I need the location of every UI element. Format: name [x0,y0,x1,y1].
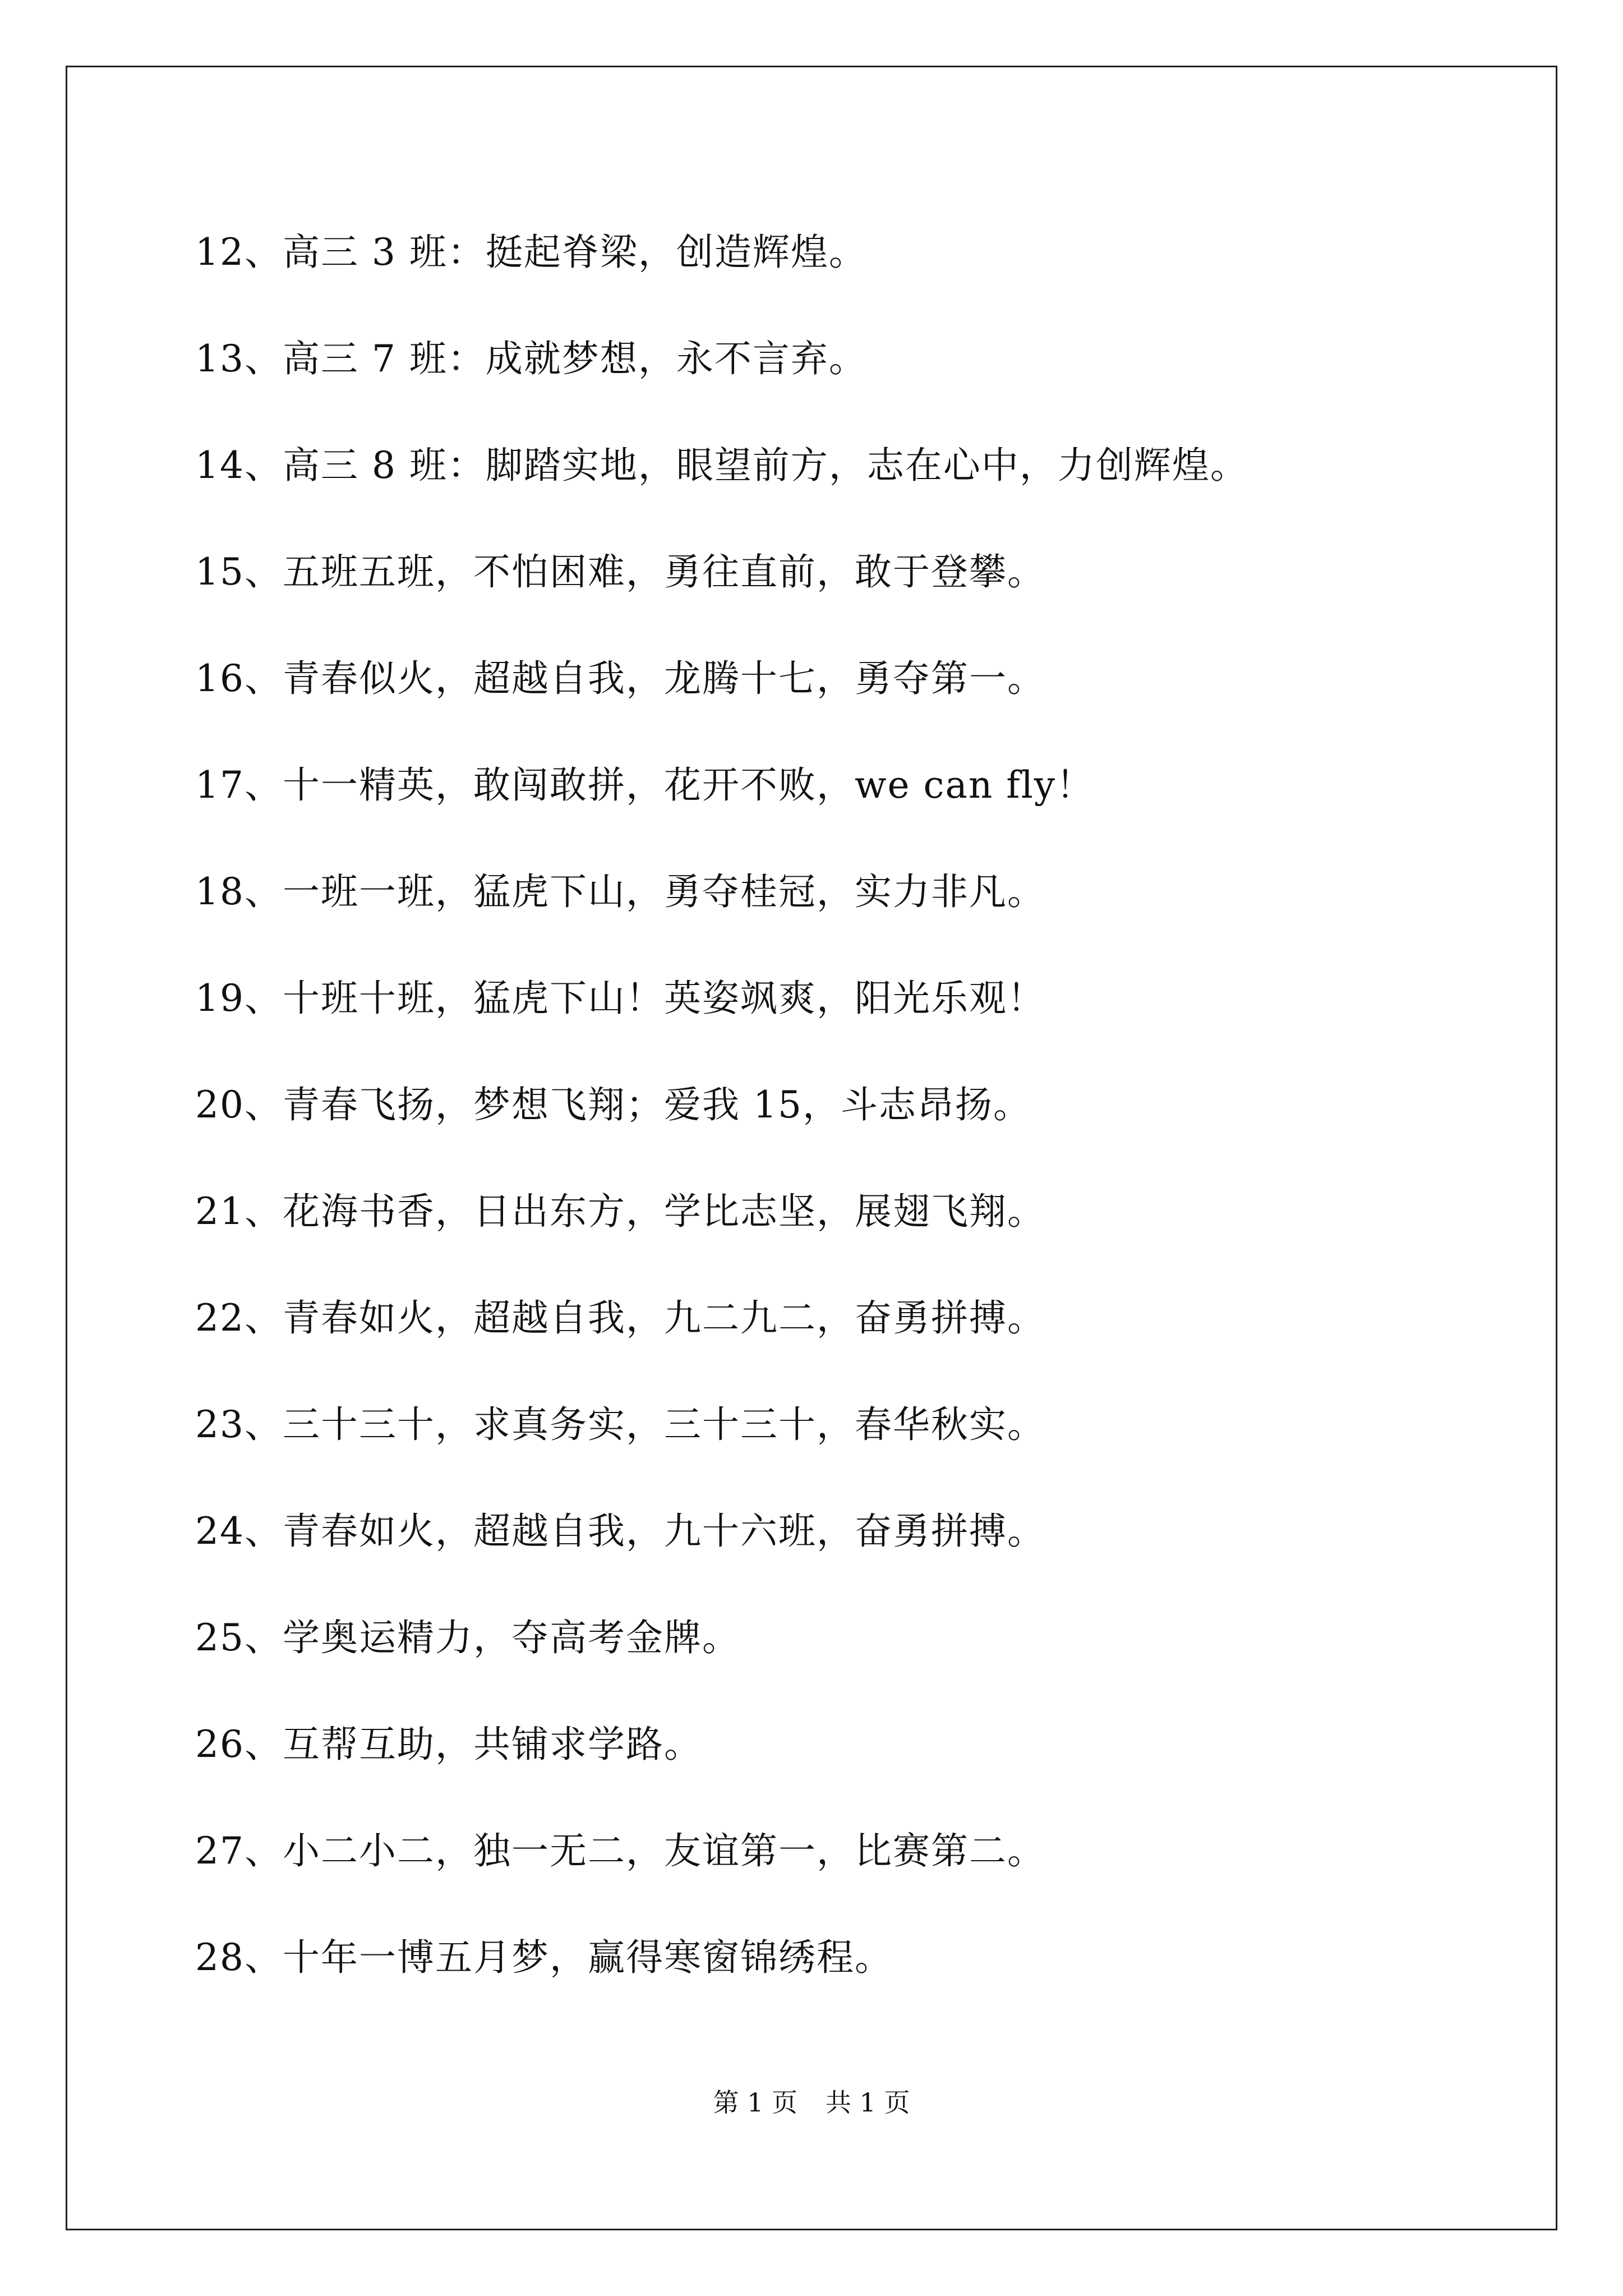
slogan-line-17: 17、十一精英，敢闯敢拼，花开不败，we can fly！ [195,763,1095,807]
slogan-line-14: 14、高三 8 班：脚踏实地，眼望前方，志在心中，力创辉煌。 [195,444,1248,487]
page-number-current: 第 1 页 [713,2087,797,2118]
slogan-line-12: 12、高三 3 班：挺起脊梁，创造辉煌。 [195,231,867,274]
slogan-line-16: 16、青春似火，超越自我，龙腾十七，勇夺第一。 [195,657,1045,700]
slogan-line-18: 18、一班一班，猛虎下山，勇夺桂冠，实力非凡。 [195,870,1045,913]
slogan-line-28: 28、十年一博五月梦，赢得寒窗锦绣程。 [195,1936,893,1979]
slogan-line-20: 20、青春飞扬，梦想飞翔；爱我 15，斗志昂扬。 [195,1083,1031,1126]
slogan-line-26: 26、互帮互助，共铺求学路。 [195,1723,702,1766]
slogan-line-19: 19、十班十班，猛虎下山！英姿飒爽，阳光乐观！ [195,977,1045,1020]
slogan-line-15: 15、五班五班，不怕困难，勇往直前，敢于登攀。 [195,550,1045,593]
page-footer [0,2086,1623,2119]
page-number-total: 共 1 页 [826,2087,910,2118]
slogan-line-13: 13、高三 7 班：成就梦想，永不言弃。 [195,337,867,380]
slogan-line-24: 24、青春如火，超越自我，九十六班，奋勇拼搏。 [195,1510,1045,1553]
slogan-line-22: 22、青春如火，超越自我，九二九二，奋勇拼搏。 [195,1296,1045,1340]
slogan-line-21: 21、花海书香，日出东方，学比志坚，展翅飞翔。 [195,1190,1045,1233]
slogan-line-27: 27、小二小二，独一无二，友谊第一，比赛第二。 [195,1829,1045,1872]
slogan-line-23: 23、三十三十，求真务实，三十三十，春华秋实。 [195,1403,1045,1446]
slogan-list [195,222,1248,2033]
slogan-line-25: 25、学奥运精力，夺高考金牌。 [195,1616,740,1659]
